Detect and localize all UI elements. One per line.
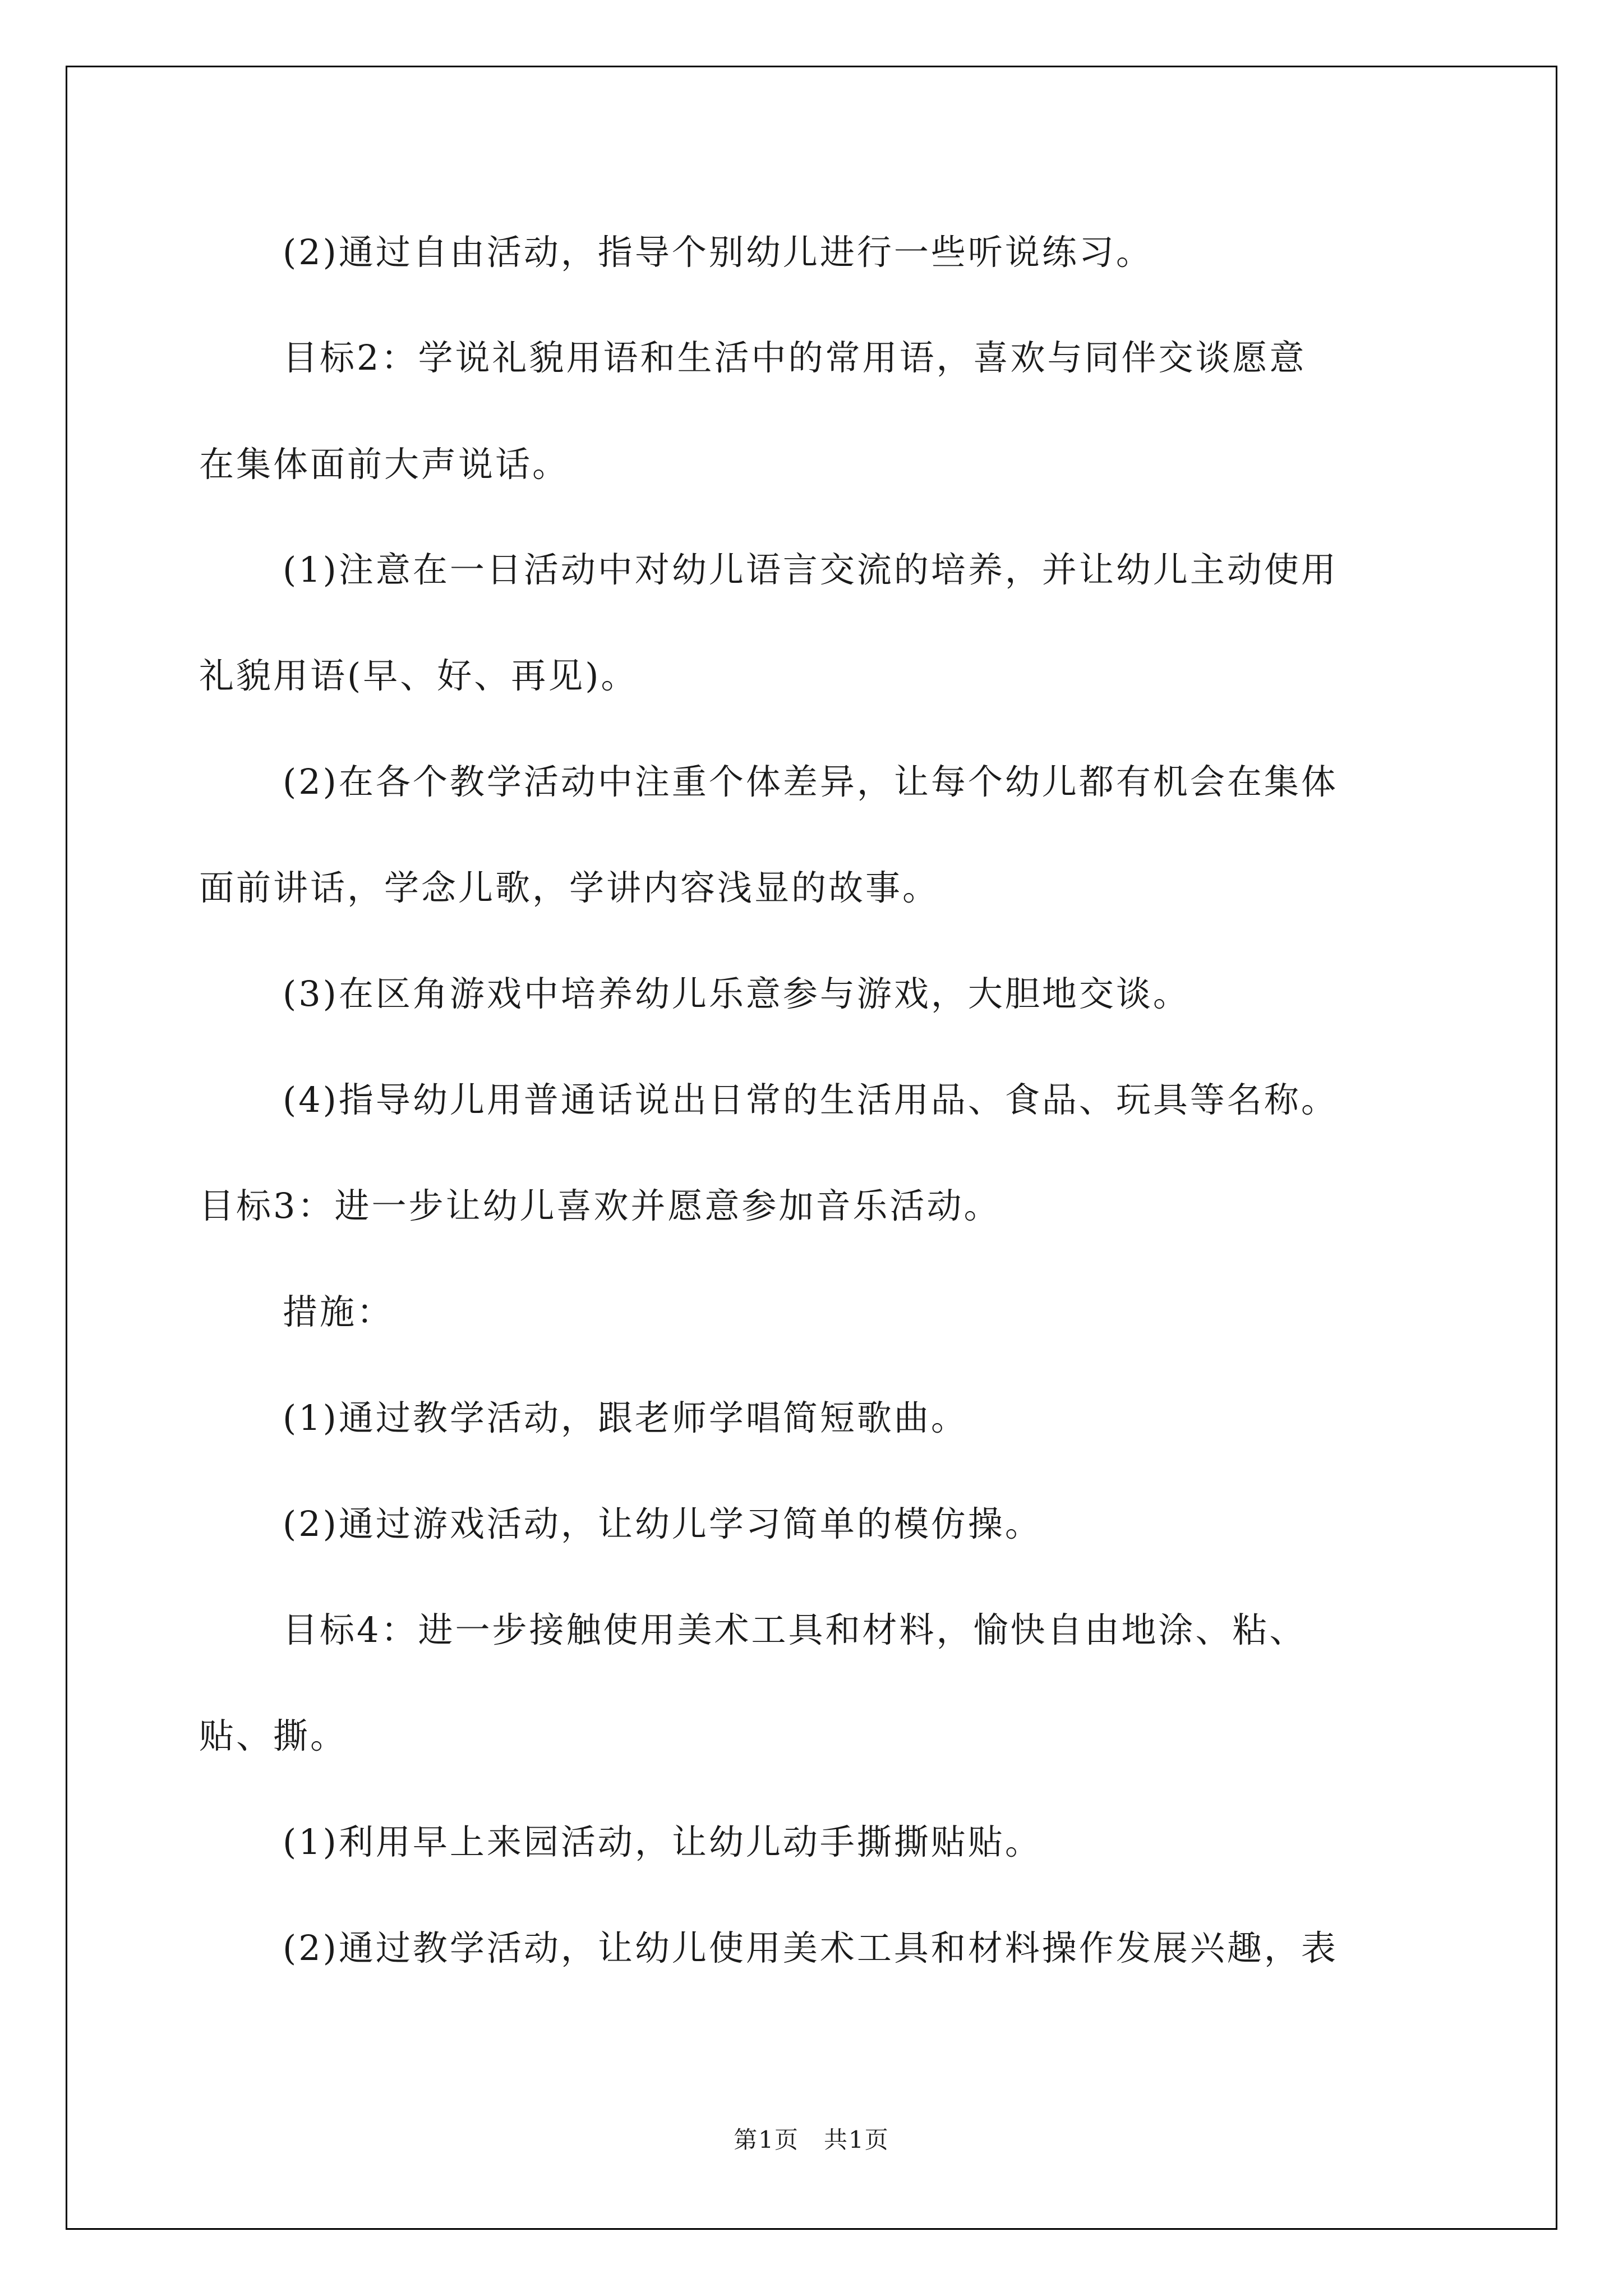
text-line: (1)注意在一日活动中对幼儿语言交流的培养，并让幼儿主动使用 xyxy=(283,549,1338,590)
text-line: 目标2：学说礼貌用语和生活中的常用语，喜欢与同伴交谈愿意 xyxy=(283,337,1307,378)
page-border xyxy=(66,66,1557,2230)
text-line: 措施： xyxy=(283,1291,394,1332)
text-line: (2)通过教学活动，让幼儿使用美术工具和材料操作发展兴趣，表 xyxy=(283,1927,1338,1968)
text-line: (2)通过游戏活动，让幼儿学习简单的模仿操。 xyxy=(283,1503,1042,1544)
text-line: (2)通过自由活动，指导个别幼儿进行一些听说练习。 xyxy=(283,232,1153,273)
text-line: (1)利用早上来园活动，让幼儿动手撕撕贴贴。 xyxy=(283,1821,1042,1862)
page-number: 第1页 xyxy=(734,2126,799,2154)
page-total: 共1页 xyxy=(824,2126,889,2154)
text-line: 贴、撕。 xyxy=(199,1715,348,1756)
text-line: (3)在区角游戏中培养幼儿乐意参与游戏，大胆地交谈。 xyxy=(283,973,1190,1014)
text-line: 礼貌用语(早、好、再见)。 xyxy=(199,655,638,696)
text-line: 目标4：进一步接触使用美术工具和材料，愉快自由地涂、粘、 xyxy=(283,1609,1307,1650)
text-line: 面前讲话，学念儿歌，学讲内容浅显的故事。 xyxy=(199,867,940,908)
text-line: 在集体面前大声说话。 xyxy=(199,444,570,485)
text-line: (2)在各个教学活动中注重个体差异，让每个幼儿都有机会在集体 xyxy=(283,761,1338,802)
page-footer xyxy=(0,2126,1623,2154)
text-line: 目标3：进一步让幼儿喜欢并愿意参加音乐活动。 xyxy=(199,1185,1001,1226)
text-line: (1)通过教学活动，跟老师学唱简短歌曲。 xyxy=(283,1397,968,1438)
text-line: (4)指导幼儿用普通话说出日常的生活用品、食品、玩具等名称。 xyxy=(283,1079,1338,1120)
